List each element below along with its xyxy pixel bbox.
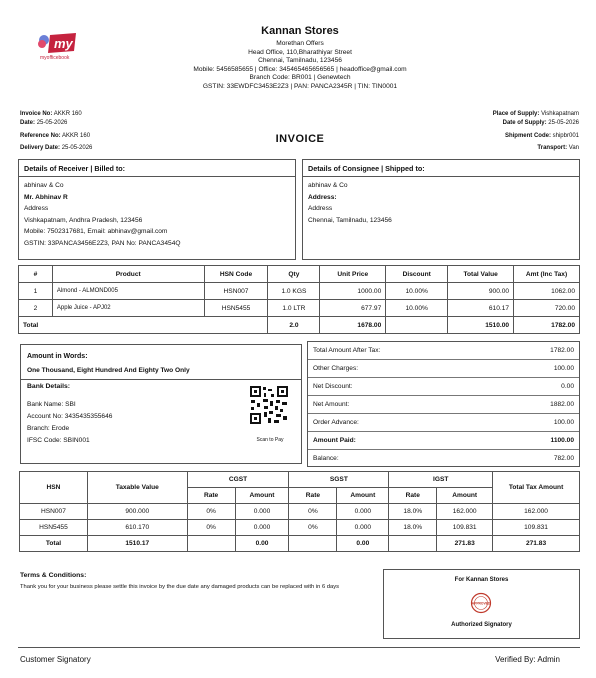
bank-ifsc: IFSC Code: SBIN001 — [27, 437, 90, 444]
consignee-heading: Details of Consignee | Shipped to: — [303, 160, 579, 177]
receiver-city: Vishkapatnam, Andhra Pradesh, 123456 — [24, 216, 143, 224]
approved-stamp-icon — [470, 592, 492, 614]
bank-details — [27, 399, 112, 447]
terms-text: Thank you for your business please settle this invoice by the due date any damaged products can be replaced with in 6 days — [20, 584, 340, 590]
amount-words-text: One Thousand, Eight Hundred And Eighty Two Only — [27, 367, 190, 374]
col-index: # — [19, 266, 53, 283]
consignee-city: Chennai, Tamilnadu, 123456 — [308, 216, 392, 224]
svg-text:APPROVED: APPROVED — [471, 601, 491, 606]
meta-right-4: Transport: Van — [537, 145, 579, 151]
summary-row: Other Charges: 100.00 — [308, 360, 579, 378]
logo-text: my — [54, 36, 73, 51]
payment-qr-icon — [249, 385, 289, 425]
bank-branch: Branch: Erode — [27, 425, 70, 432]
company-contact: Mobile: 5456585655 | Office: 345465465656565 | headoffice@gmail.com — [193, 65, 407, 73]
items-table — [18, 265, 580, 334]
terms-heading: Terms & Conditions: — [20, 572, 87, 579]
meta-right-3: Shipment Code: shipbr001 — [504, 133, 579, 139]
table-row: HSN5455 610.170 0% 0.000 0% 0.000 18.0% 109.831 109.831 — [20, 520, 580, 536]
company-tagline: Morethan Offers — [276, 40, 324, 47]
bank-name: Bank Name: SBI — [27, 401, 76, 408]
summary-row: Total Amount After Tax: 1782.00 — [308, 342, 579, 360]
summary-box — [307, 341, 580, 467]
company-logo — [36, 31, 86, 61]
receiver-heading: Details of Receiver | Billed to: — [19, 160, 295, 177]
table-row: 2 Apple Juice - APJ02 HSN5455 1.0 LTR 677.97 10.00% 610.17 720.00 — [19, 300, 580, 317]
tax-total-row: Total 1510.17 0.00 0.00 271.83 271.83 — [20, 536, 580, 552]
summary-row: Net Amount: 1882.00 — [308, 396, 579, 414]
receiver-box — [18, 159, 296, 260]
summary-row: Balance: 782.00 — [313, 455, 574, 462]
tax-table — [19, 471, 580, 552]
signatory-for: For Kannan Stores — [454, 577, 509, 583]
words-bank-box — [20, 344, 302, 464]
col-product: Product — [52, 266, 204, 283]
consignee-address-label: Address: — [308, 193, 337, 201]
summary-row: Amount Paid: 1100.00 — [308, 432, 579, 450]
items-total-row: Total 2.0 1678.00 1510.00 1782.00 — [19, 317, 580, 334]
receiver-address: Address — [24, 205, 49, 213]
table-row: HSN007 900.000 0% 0.000 0% 0.000 18.0% 162.000 162.000 — [20, 504, 580, 520]
qr-caption: Scan to Pay — [256, 437, 284, 443]
meta-right-2: Date of Supply: 25-05-2026 — [502, 120, 579, 126]
meta-left-1: Invoice No: AKKR 160 — [20, 111, 82, 117]
company-address-2: Chennai, Tamilnadu, 123456 — [258, 57, 342, 65]
company-address-1: Head Office, 110,Bharathiyar Street — [248, 48, 352, 56]
tax-subheader-row: Rate Amount Rate Amount Rate Amount — [20, 488, 580, 504]
col-qty: Qty — [268, 266, 320, 283]
amount-words-heading: Amount in Words: — [27, 353, 88, 360]
bank-heading: Bank Details: — [27, 383, 71, 390]
consignee-box — [302, 159, 580, 260]
signatory-box — [383, 569, 580, 639]
signatory-label: Authorized Signatory — [451, 622, 512, 628]
summary-row: Net Discount: 0.00 — [308, 378, 579, 396]
table-row: 1 Almond - ALMOND005 HSN007 1.0 KGS 1000.00 10.00% 900.00 1062.00 — [19, 283, 580, 300]
col-hsn: HSN Code — [204, 266, 268, 283]
company-branch: Branch Code: BR001 | Genewtech — [249, 74, 351, 82]
col-total-value: Total Value — [448, 266, 514, 283]
receiver-company: abhinav & Co — [24, 182, 64, 189]
col-discount: Discount — [386, 266, 448, 283]
meta-left-3: Reference No: AKKR 160 — [20, 133, 91, 139]
logo-subtext: myofficebook — [40, 55, 70, 61]
customer-signatory: Customer Signatory — [20, 655, 91, 664]
items-header-row — [19, 266, 580, 283]
col-unit-price: Unit Price — [320, 266, 386, 283]
invoice-title: INVOICE — [275, 133, 325, 145]
company-name: Kannan Stores — [261, 25, 339, 37]
company-gstin: GSTIN: 33EWDFC3453E2Z3 | PAN: PANCA2345R | TIN: TIN0001 — [202, 82, 398, 90]
summary-row: Order Advance: 100.00 — [308, 414, 579, 432]
consignee-address: Address — [308, 205, 333, 213]
tax-header-row: HSN Taxable Value CGST SGST IGST Total Tax Amount — [20, 472, 580, 488]
terms-section — [20, 572, 360, 592]
receiver-contact-person: Mr. Abhinav R — [24, 193, 68, 201]
meta-left-2: Date: 25-05-2026 — [20, 120, 68, 126]
col-amount-inc-tax: Amt (Inc Tax) — [514, 266, 580, 283]
receiver-gstin: GSTIN: 33PANCA3456E2Z3, PAN No: PANCA3454Q — [24, 239, 181, 247]
meta-left-4: Delivery Date: 25-05-2026 — [20, 145, 93, 151]
bank-account: Account No: 3435435355646 — [27, 413, 113, 420]
meta-right-1: Place of Supply: Vishkapatnam — [492, 111, 579, 117]
verified-by: Verified By: Admin — [495, 655, 560, 664]
consignee-company: abhinav & Co — [308, 182, 348, 189]
company-header — [150, 24, 450, 92]
receiver-phone-email: Mobile: 7502317681, Email: abhinav@gmail.com — [24, 228, 168, 236]
